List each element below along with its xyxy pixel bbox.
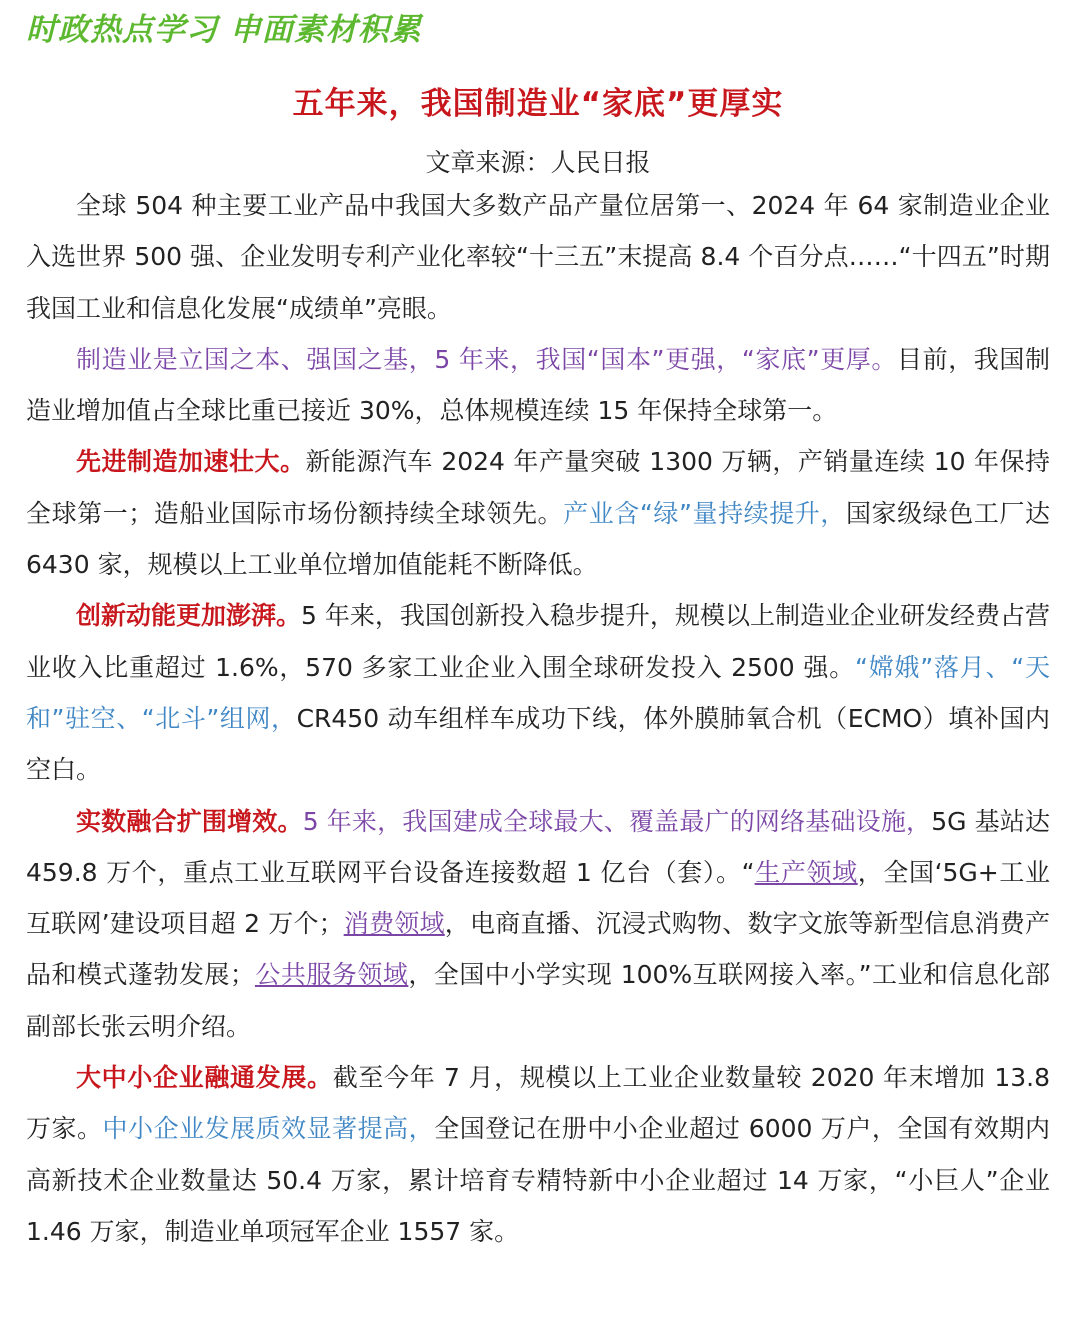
- paragraph-advanced-manufacturing: [26, 436, 1050, 590]
- paragraph-text: ，全国‘5G+工业互联网’建设项目超 2 万个；: [26, 857, 1050, 939]
- highlight-text: 中小企业发展质效显著提高，: [102, 1114, 435, 1144]
- paragraph-text: 目前，我国制造业增加值占全球比重已接近 30%，总体规模连续 15 年保持全球第一。: [26, 344, 1050, 426]
- paragraph-innovation: [26, 590, 1050, 795]
- paragraph-text: 全球 504 种主要工业产品中我国大多数产品产量位居第一、2024 年 64 家制造业企业入选世界 500 强、企业发明专利产业化率较“十三五”末提高 8.4 个百分点……“十四五”时期我国工业和信息化发展“成绩单”亮眼。: [26, 191, 1050, 323]
- article-title: 五年来，我国制造业“家底”更厚实: [292, 86, 784, 122]
- highlight-text: 制造业是立国之本、强国之基，5 年来，我国“国本”更强，“家底”更厚。: [76, 344, 897, 374]
- section-heading: 创新动能更加澎湃。: [76, 601, 302, 631]
- underlined-term-production: 生产领域: [754, 857, 858, 887]
- paragraph-text: 截至今年 7 月，规模以上工业企业数量较 2020 年末增加 13.8 万家。: [26, 1063, 1050, 1144]
- series-title: 时政热点学习 申面素材积累: [26, 12, 422, 48]
- underlined-term-consumption: 消费领域: [343, 909, 445, 939]
- paragraph-overview: [26, 334, 1050, 437]
- paragraph-text: ，电商直播、沉浸式购物、数字文旅等新型信息消费产品和模式蓬勃发展；: [26, 909, 1050, 990]
- paragraph-intro: [26, 180, 1050, 334]
- highlight-text: “嫦娥”落月、“天和”驻空、“北斗”组网，: [26, 652, 1050, 733]
- paragraph-text: 新能源汽车 2024 年产量突破 1300 万辆，产销量连续 10 年保持全球第一；造船业国际市场份额持续全球领先。: [26, 447, 1050, 528]
- highlight-text: 产业含“绿”量持续提升，: [563, 498, 846, 528]
- paragraph-text: 国家级绿色工厂达 6430 家，规模以上工业单位增加值能耗不断降低。: [26, 498, 1050, 580]
- section-heading: 实数融合扩围增效。: [76, 806, 303, 836]
- section-heading: 大中小企业融通发展。: [76, 1063, 333, 1093]
- paragraph-enterprises: [26, 1052, 1050, 1257]
- section-heading: 先进制造加速壮大。: [76, 447, 306, 477]
- article-source: 文章来源：人民日报: [425, 148, 651, 177]
- paragraph-digital-integration: [26, 796, 1050, 1052]
- underlined-term-public-service: 公共服务领域: [254, 960, 409, 990]
- highlight-text: 5 年来，我国建成全球最大、覆盖最广的网络基础设施，: [302, 806, 932, 836]
- paragraph-text: 5G 基站达 459.8 万个，重点工业互联网平台设备连接数超 1 亿台（套）。“: [26, 806, 1050, 887]
- paragraph-text: ，全国中小学实现 100%互联网接入率。”工业和信息化部副部长张云明介绍。: [26, 960, 1050, 1041]
- paragraph-text: 全国登记在册中小企业超过 6000 万户，全国有效期内高新技术企业数量达 50.4 万家，累计培育专精特新中小企业超过 14 万家，“小巨人”企业 1.46 万家，制造业单项冠军企业 1557 家。: [26, 1114, 1050, 1246]
- paragraph-text: CR450 动车组样车成功下线，体外膜肺氧合机（ECMO）填补国内空白。: [26, 703, 1050, 785]
- paragraph-text: 5 年来，我国创新投入稳步提升，规模以上制造业企业研发经费占营业收入比重超过 1.6%，570 多家工业企业入围全球研发投入 2500 强。: [26, 601, 1050, 682]
